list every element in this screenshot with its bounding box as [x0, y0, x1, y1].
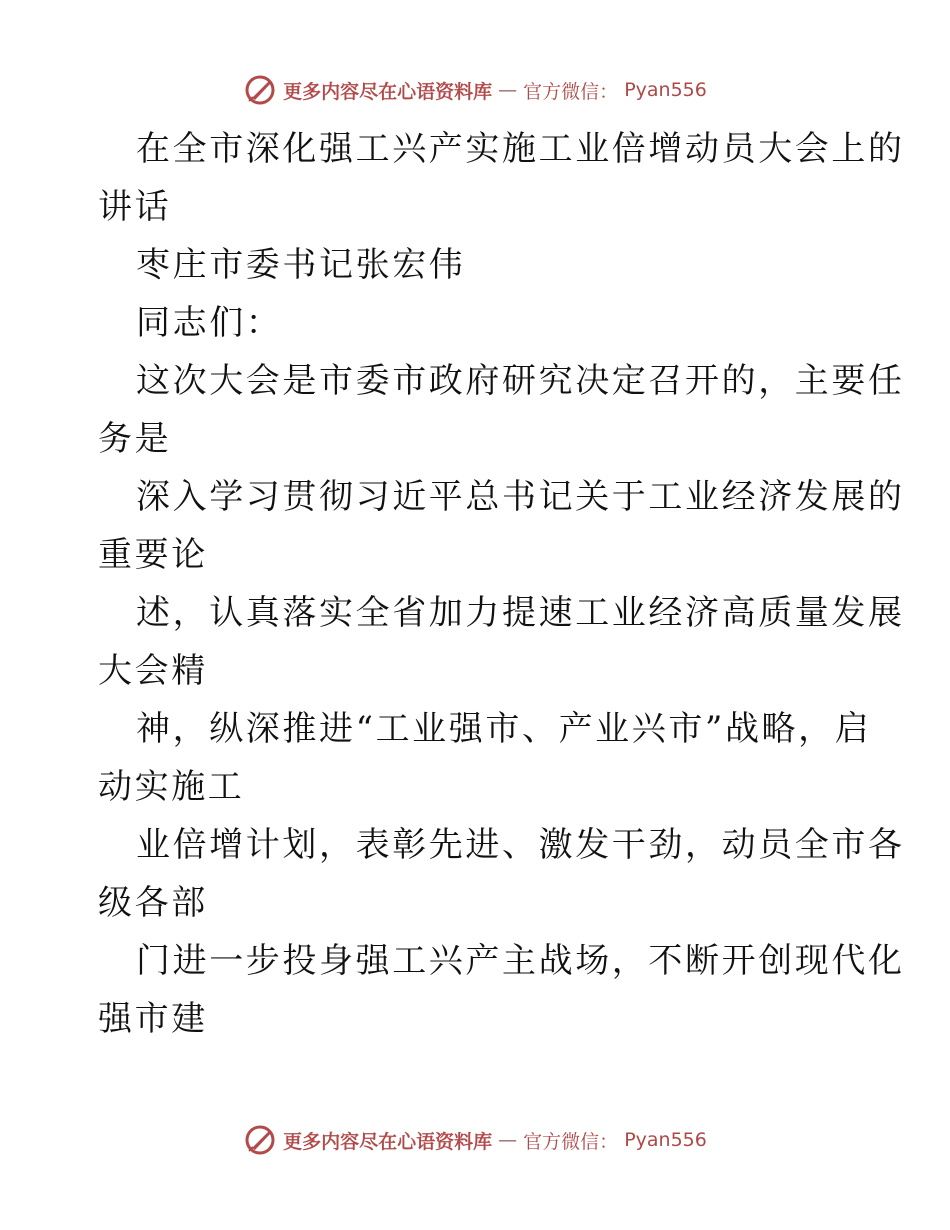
- quill-pen-logo-icon: [243, 1123, 277, 1157]
- document-title-line-2: 讲话: [98, 187, 172, 227]
- paragraph-line: 务是: [98, 419, 172, 459]
- paragraph-line: 强市建: [98, 999, 208, 1039]
- banner-brand-text: 更多内容尽在心语资料库: [283, 80, 493, 103]
- paragraph-line: 深入学习贯彻习近平总书记关于工业经济发展的: [136, 477, 905, 517]
- banner-separator: —: [498, 1129, 518, 1151]
- author-line: 枣庄市委书记张宏伟: [136, 245, 466, 285]
- header-banner: [0, 70, 950, 110]
- banner-wechat-label: 官方微信：: [523, 80, 619, 103]
- banner-wechat-id: Pyan556: [624, 79, 707, 101]
- quill-pen-logo-icon: [243, 73, 277, 107]
- paragraph-line: 级各部: [98, 883, 208, 923]
- paragraph-line: 重要论: [98, 535, 208, 575]
- paragraph-line: 业倍增计划，表彰先进、激发干劲，动员全市各: [136, 825, 905, 865]
- paragraph-line: 这次大会是市委市政府研究决定召开的，主要任: [136, 361, 905, 401]
- banner-separator: —: [498, 79, 518, 101]
- footer-banner: [0, 1120, 950, 1160]
- document-body: [98, 120, 905, 1048]
- salutation-line: 同志们：: [136, 303, 283, 343]
- paragraph-line: 述，认真落实全省加力提速工业经济高质量发展: [136, 593, 905, 633]
- banner-wechat-id: Pyan556: [624, 1129, 707, 1151]
- banner-brand-text: 更多内容尽在心语资料库: [283, 1130, 493, 1153]
- paragraph-line: 门进一步投身强工兴产主战场，不断开创现代化: [136, 941, 905, 981]
- paragraph-line: 大会精: [98, 651, 208, 691]
- banner-wechat-label: 官方微信：: [523, 1130, 619, 1153]
- document-title-line-1: 在全市深化强工兴产实施工业倍增动员大会上的: [136, 129, 905, 169]
- paragraph-line: 动实施工: [98, 767, 245, 807]
- paragraph-line: 神，纵深推进“工业强市、产业兴市”战略，启: [136, 709, 872, 749]
